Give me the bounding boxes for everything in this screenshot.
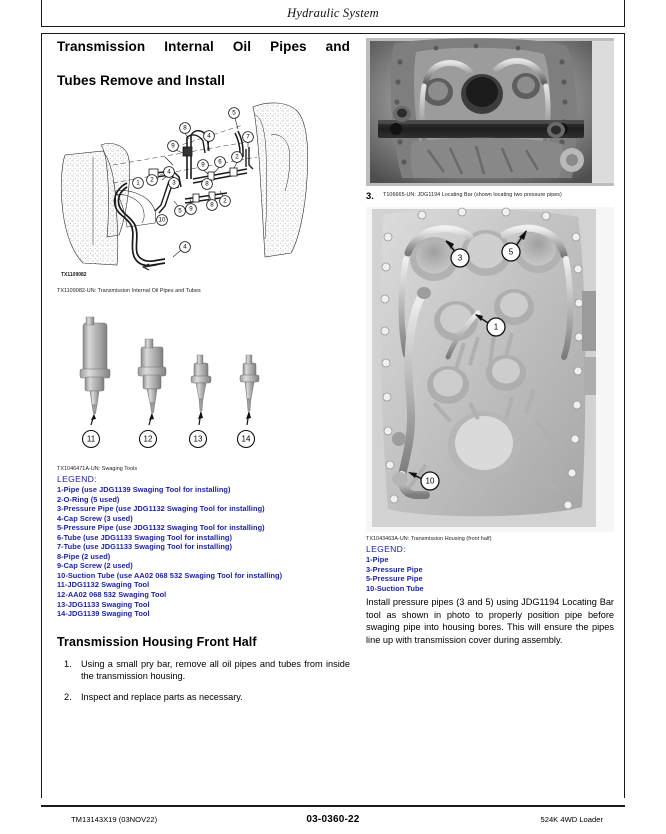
tool-12-callout	[140, 413, 157, 448]
svg-text:7: 7	[246, 133, 250, 141]
left-legend	[57, 474, 350, 619]
svg-text:9: 9	[201, 161, 205, 169]
legend-item: 2-O-Ring (5 used)	[57, 494, 120, 504]
svg-text:4: 4	[207, 132, 211, 140]
svg-text:5: 5	[508, 247, 514, 257]
callout-3-mid	[169, 178, 180, 189]
photo-locating-bar	[366, 38, 614, 186]
photo1-caption-row	[366, 191, 614, 199]
oil-pipes-line-drawing	[57, 95, 350, 285]
photo-transmission-housing	[366, 207, 614, 532]
left-column	[57, 38, 350, 713]
page-footer	[41, 814, 625, 825]
swaging-tools-drawing	[57, 307, 350, 462]
figure-swaging-tools	[57, 307, 350, 462]
left-legend-heading: LEGEND:	[57, 474, 97, 484]
callout-5-lower	[174, 201, 185, 216]
svg-text:4: 4	[167, 168, 171, 176]
callout-2-right	[232, 152, 243, 168]
svg-text:12: 12	[143, 434, 153, 444]
callout-9-mid	[198, 160, 209, 174]
legend-item: 12-AA02 068 532 Swaging Tool	[57, 590, 167, 600]
step-text: Using a small pry bar, remove all oil pipes and tubes from inside the transmission housing.	[81, 658, 350, 682]
svg-text:6: 6	[218, 158, 222, 166]
step-item	[57, 658, 350, 683]
svg-text:8: 8	[183, 124, 187, 132]
svg-text:1: 1	[136, 179, 140, 187]
callout-5	[229, 108, 240, 129]
callout-7	[243, 132, 254, 147]
legend-item: 3-Pressure Pipe	[366, 564, 423, 574]
right-legend	[366, 544, 614, 593]
legend-item: 10-Suction Tube (use AA02 068 532 Swaging Tool for installing)	[57, 570, 283, 580]
svg-text:9: 9	[189, 205, 193, 213]
housing-right-outline	[253, 103, 308, 257]
legend-item: 4-Cap Screw (3 used)	[57, 513, 133, 523]
callout-2-left	[147, 175, 158, 186]
callout-6	[214, 157, 225, 173]
svg-text:5: 5	[178, 207, 182, 215]
callout-9-upper	[168, 141, 183, 153]
legend-item: 9-Cap Screw (2 used)	[57, 561, 133, 571]
svg-text:8: 8	[210, 201, 214, 209]
step-item	[57, 691, 350, 703]
step-number: 1.	[64, 658, 72, 669]
photo-locating-bar-image	[366, 38, 614, 186]
svg-text:10: 10	[425, 476, 435, 486]
svg-text:1: 1	[493, 322, 499, 332]
svg-text:2: 2	[150, 176, 154, 184]
callout-1	[133, 178, 144, 189]
svg-text:8: 8	[205, 180, 209, 188]
right-body-text: Install pressure pipes (3 and 5) using JDG1194 Locating Bar tool as shown in photo to properly position pipe before swaging pipe into housing bores. This will ensure the pipes line up with transmission cover during assembly.	[366, 597, 614, 645]
tool-11-callout	[83, 414, 100, 448]
figure2-caption: TX1046471A-UN: Swaging Tools	[57, 466, 138, 472]
legend-item: 14-JDG1139 Swaging Tool	[57, 609, 150, 619]
svg-text:3: 3	[172, 179, 176, 187]
callout-4-lower	[173, 242, 190, 257]
page-title	[57, 38, 350, 89]
svg-text:11: 11	[86, 434, 96, 444]
footer-divider	[41, 805, 625, 807]
page-title-line-1: Transmission Internal Oil Pipes and	[57, 39, 350, 54]
legend-item: 10-Suction Tube	[366, 583, 424, 593]
subsection-title: Transmission Housing Front Half	[57, 634, 257, 649]
tool-14-callout	[238, 411, 255, 448]
photo1-caption: T106665-UN: JDG1194 Locating Bar (shown locating two pressure pipes)	[383, 192, 562, 198]
legend-item: 1-Pipe (use JDG1139 Swaging Tool for installing)	[57, 485, 231, 494]
legend-item: 8-Pipe (2 used)	[57, 551, 111, 561]
right-legend-heading: LEGEND:	[366, 544, 406, 554]
legend-item: 5-Pressure Pipe	[366, 574, 423, 584]
tool-11-body	[80, 317, 110, 414]
tool-13-body	[191, 355, 211, 411]
legend-item: 6-Tube (use JDG1133 Swaging Tool for installing)	[57, 532, 233, 542]
photo-transmission-housing-image	[366, 207, 614, 532]
callout-10	[157, 215, 168, 226]
svg-text:3: 3	[457, 253, 463, 263]
svg-text:5: 5	[232, 109, 236, 117]
svg-text:13: 13	[193, 434, 203, 444]
svg-text:10: 10	[158, 216, 166, 224]
tool-13-callout	[190, 411, 207, 448]
legend-item: 7-Tube (use JDG1133 Swaging Tool for installing)	[57, 542, 233, 552]
figure1-caption: TX1109082-UN: Transmission Internal Oil Pipes and Tubes	[57, 288, 201, 294]
svg-text:2: 2	[223, 197, 227, 205]
tool-14-body	[240, 355, 259, 411]
figure-oil-pipes-diagram	[57, 95, 350, 285]
page-header	[41, 0, 625, 27]
legend-item: 13-JDG1133 Swaging Tool	[57, 599, 150, 609]
svg-text:9: 9	[171, 142, 175, 150]
footer-manual-number: TM13143X19 (03NOV22)	[71, 815, 158, 824]
tool-12-body	[138, 339, 166, 413]
figure1-stamp: TX1109082	[61, 272, 87, 278]
page-header-title: Hydraulic System	[287, 5, 379, 20]
svg-text:14: 14	[241, 434, 251, 444]
step-text: Inspect and replace parts as necessary.	[81, 692, 243, 703]
page-title-line-2: Tubes Remove and Install	[57, 73, 225, 88]
legend-item: 1-Pipe	[366, 555, 389, 564]
footer-page-number: 03-0360-22	[306, 814, 360, 825]
callout-8-mid	[202, 179, 213, 190]
housing-left-outline	[61, 143, 155, 265]
step-number: 2.	[64, 692, 72, 703]
footer-model: 524K 4WD Loader	[540, 815, 603, 824]
photo1-step-number: 3.	[366, 190, 374, 201]
photo2-caption: TX1043463A-UN: Transmission Housing (front half)	[366, 536, 492, 542]
svg-text:4: 4	[183, 243, 187, 251]
legend-item: 11-JDG1132 Swaging Tool	[57, 580, 150, 590]
svg-text:2: 2	[235, 153, 239, 161]
right-column	[366, 38, 614, 647]
procedure-steps	[57, 658, 350, 704]
legend-item: 3-Pressure Pipe (use JDG1132 Swaging Tool for installing)	[57, 504, 265, 514]
legend-item: 5-Pressure Pipe (use JDG1132 Swaging Tool for installing)	[57, 523, 265, 533]
